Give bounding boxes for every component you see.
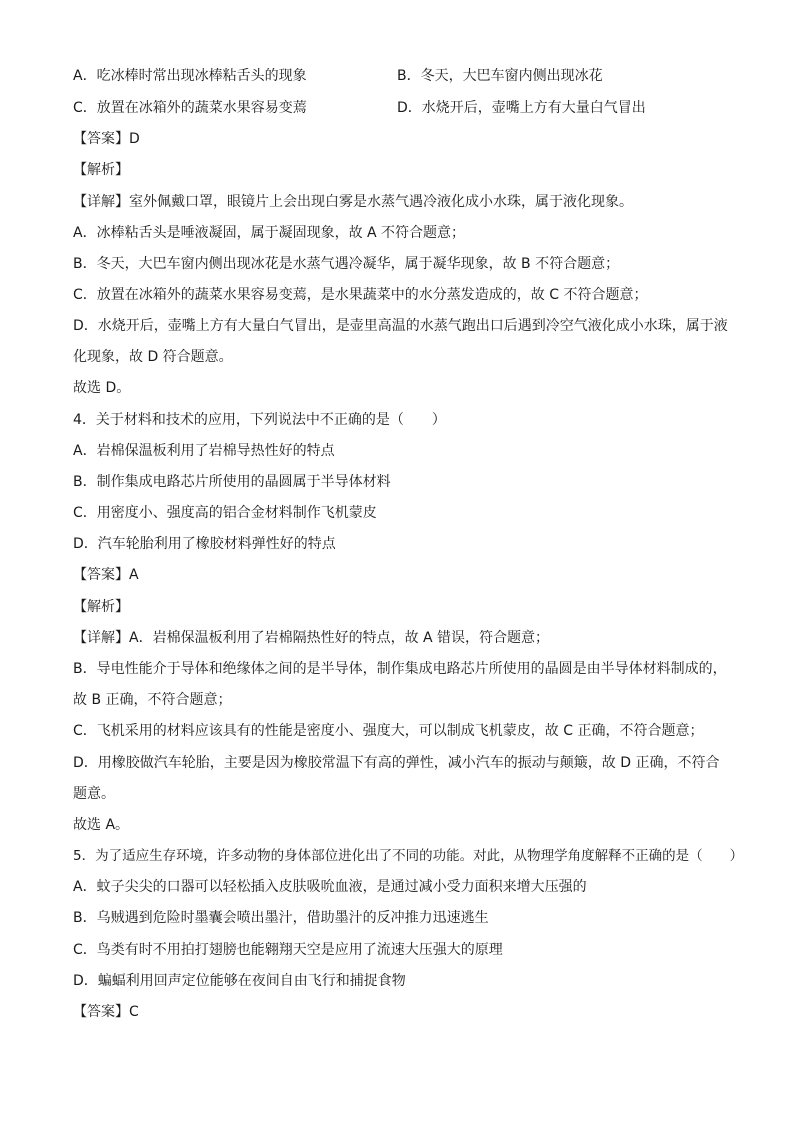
q4-explain-a: A．岩棉保温板利用了岩棉隔热性好的特点，故 A 错误，符合题意； [129,630,550,646]
q5-option-d: D．蝙蝠利用回声定位能够在夜间自由飞行和捕捉食物 [73,973,406,989]
q3-answer [73,129,140,149]
q3-explain-a: A．冰棒粘舌头是唾液凝固，属于凝固现象，故 A 不符合题意； [73,225,466,241]
q4-option-b: B．制作集成电路芯片所使用的晶圆属于半导体材料 [73,474,391,490]
q4-explain-d-line-1: D．用橡胶做汽车轮胎，主要是因为橡胶常温下有高的弹性，减小汽车的振动与颠簸，故 D 正确，不符合 [73,755,720,771]
q3-explain-b: B．冬天，大巴车窗内侧出现冰花是水蒸气遇冷凝华，属于凝华现象，故 B 不符合题意； [73,256,620,272]
q4-stem: 4．关于材料和技术的应用，下列说法中不正确的是（ ） [73,412,446,428]
q5-stem: 5．为了适应生存环境，许多动物的身体部位进化出了不同的功能。对此，从物理学角度解释不正确的是（ ） [73,848,744,864]
q3-option-d: D．水烧开后，壶嘴上方有大量白气冒出 [397,100,646,116]
q4-explain-c: C．飞机采用的材料应该具有的性能是密度小、强度大，可以制成飞机蒙皮，故 C 正确，不符合题意； [73,723,704,739]
q5-answer [73,1002,139,1022]
answer-value: C [129,1004,139,1020]
q3-options-row-1 [73,66,713,86]
q3-explain-d-line-2: 化现象，故 D 符合题意。 [73,349,233,365]
q4-conclusion: 故选 A。 [73,817,130,833]
detail-label: 【详解】 [73,630,129,646]
answer-value: D [129,131,140,147]
q4-option-c: C．用密度小、强度高的铝合金材料制作飞机蒙皮 [73,505,377,521]
answer-label: 【答案】 [73,1004,129,1020]
q3-option-a: A．吃冰棒时常出现冰棒粘舌头的现象 [73,68,307,84]
q3-explain-c: C．放置在冰箱外的蔬菜水果容易变蔫，是水果蔬菜中的水分蒸发造成的，故 C 不符合题意； [73,287,648,303]
q3-option-b: B．冬天，大巴车窗内侧出现冰花 [397,68,603,84]
detail-label: 【详解】 [73,194,129,210]
q3-analysis-label: 【解析】 [73,162,129,178]
q3-conclusion: 故选 D。 [73,380,131,396]
q3-options-row-2 [73,98,713,118]
answer-label: 【答案】 [73,131,129,147]
q4-explain-d-line-2: 题意。 [73,786,115,802]
q3-option-c: C．放置在冰箱外的蔬菜水果容易变蔫 [73,100,307,116]
q5-option-a: A．蚊子尖尖的口器可以轻松插入皮肤吸吮血液，是通过减小受力面积来增大压强的 [73,879,587,895]
q4-option-d: D．汽车轮胎利用了橡胶材料弹性好的特点 [73,536,336,552]
q4-answer [73,565,139,585]
detail-intro: 室外佩戴口罩，眼镜片上会出现白雾是水蒸气遇冷液化成小水珠，属于液化现象。 [129,194,633,210]
answer-label: 【答案】 [73,567,129,583]
q4-option-a: A．岩棉保温板利用了岩棉导热性好的特点 [73,443,335,459]
q5-option-b: B．乌贼遇到危险时墨囊会喷出墨汁，借助墨汁的反冲推力迅速逃生 [73,910,489,926]
q4-explain-b-line-1: B．导电性能介于导体和绝缘体之间的是半导体，制作集成电路芯片所使用的晶圆是由半导体材料制成的， [73,661,727,677]
q5-option-c: C．鸟类有时不用拍打翅膀也能翱翔天空是应用了流速大压强大的原理 [73,942,503,958]
q4-analysis-label: 【解析】 [73,599,129,615]
q3-explain-d-line-1: D．水烧开后，壶嘴上方有大量白气冒出，是壶里高温的水蒸气跑出口后遇到冷空气液化成小水珠，属于液 [73,318,728,334]
q3-detail [73,192,633,212]
q4-detail [73,628,549,648]
q4-explain-b-line-2: 故 B 正确，不符合题意； [73,692,232,708]
answer-value: A [129,567,139,583]
